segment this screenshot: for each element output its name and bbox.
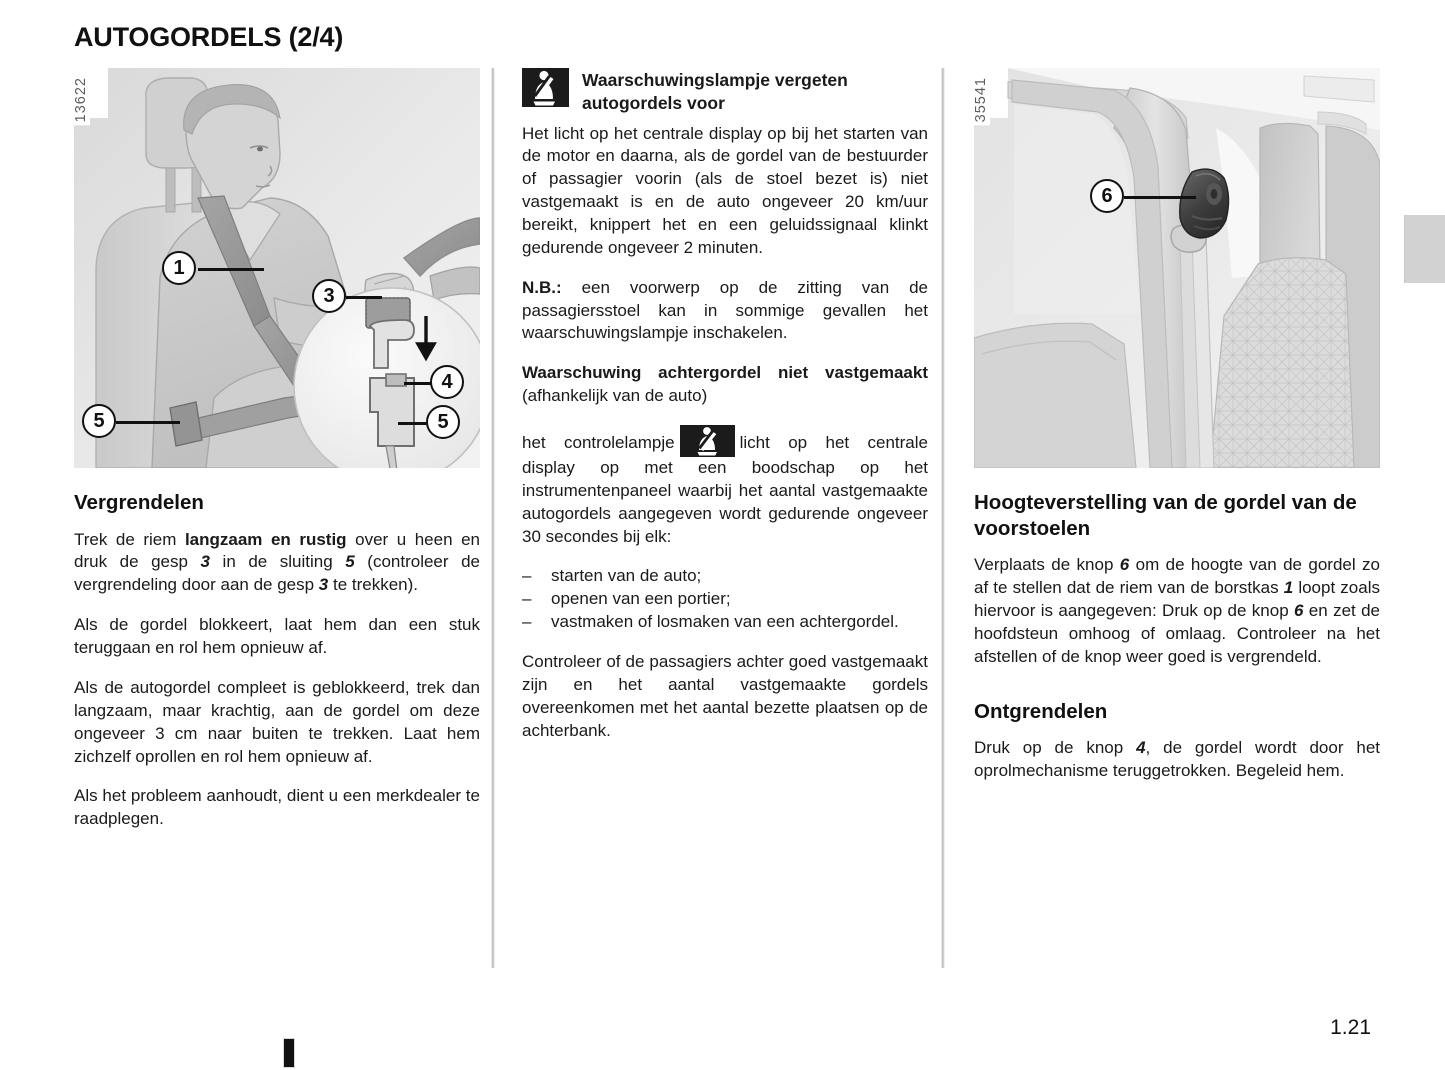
leader-line-5a [116,421,180,424]
middle-column [522,68,928,742]
part-ref-5: 5 [345,552,355,572]
paragraph-belt-blocked: Als de gordel blokkeert, laat hem dan een stuk teruggaan en rol hem opnieuw af. [74,615,480,658]
left-column [74,68,480,831]
paragraph-belt-fully-blocked: Als de autogordel compleet is geblokkeerd, trek dan langzaam, maar krachtig, aan de gordel om deze ongeveer 3 cm naar buiten te trekken. Laat hem zichzelf oprollen en rol hem opnieuw af. [74,677,480,766]
text-run: en zet de hoofdsteun omhoog of omlaag. Controleer na het afstellen of de knop weer goed is vergrendeld. [974,600,1380,666]
figure-belt-height-adjuster [974,68,1380,468]
text-run: het controlelampje [522,432,675,452]
subheading-bold-part: Waarschuwing achtergordel niet vastgemaakt [522,363,928,383]
text-run: Trek de riem [74,529,185,549]
warning-heading-text: Waarschuwingslampje vergeten autogordels voor [582,70,848,113]
seatbelt-warning-icon [522,68,569,107]
figure-code-right: 35541 [972,74,990,125]
leader-line-3 [346,296,382,299]
heading-hoogteverstelling: Hoogteverstelling van de gordel van de voorstoelen [974,491,1357,540]
list-item [522,565,928,588]
paragraph-height-adjustment [974,554,1380,668]
callout-6: 6 [1090,179,1124,213]
part-ref-6: 6 [1119,555,1130,575]
paragraph-unlocking [974,737,1380,783]
seatbelt-fastening-illustration [74,68,480,468]
warning-heading-block [522,68,928,115]
text-run: over u heen en druk de gesp [74,529,480,572]
text-run: licht op het centrale display op met een boodschap op het instrumentenpaneel waarbij het aantal vastgemaakte autogordels aangegeven wordt gedurende ongeveer 30 secondes bij elk: [522,432,928,546]
seatbelt-warning-glyph [522,68,569,107]
list-item-label: starten van de auto; [551,566,702,586]
callout-1: 1 [162,251,196,285]
text-run: om de hoogte van de gordel zo af te stellen dat de riem van de borstkas [974,555,1380,598]
callout-4: 4 [430,365,464,399]
text-run: Verplaats de knop [974,555,1120,575]
list-item [522,588,928,611]
leader-line-1 [198,268,264,271]
paragraph-contact-dealer: Als het probleem aanhoudt, dient u een merkdealer te raadplegen. [74,786,480,829]
part-ref-1: 1 [1283,578,1294,598]
paragraph-rear-belt-indicator [522,425,928,548]
text-run: loopt zoals hiervoor is aangegeven: Druk op de knop [974,578,1380,620]
heading-vergrendelen: Vergrendelen [74,491,204,514]
text-run: in de sluiting [209,552,346,572]
page-number: 1.21 [1330,1016,1371,1039]
figure-seatbelt-fastening [74,68,480,468]
trigger-conditions-list [522,565,928,634]
subheading-plain-part: (afhankelijk van de auto) [522,386,708,406]
callout-5b: 5 [426,405,460,439]
chapter-edge-tab [1404,215,1445,283]
nb-label: N.B.: [522,277,562,297]
part-ref-4: 4 [1136,738,1146,758]
text-run: Druk op de knop [974,738,1137,758]
page-title: AUTOGORDELS (2/4) [74,22,344,52]
text-run: , de gordel wordt door het oprolmechanisme teruggetrokken. Begeleid hem. [974,738,1381,781]
emphasis-slowly-smoothly: langzaam en rustig [184,529,347,549]
right-column [974,68,1380,783]
subheading-rear-belt-warning [522,362,928,408]
callout-3: 3 [312,279,346,313]
callout-5a: 5 [82,404,116,438]
column-divider-left [491,68,495,968]
heading-ontgrendelen: Ontgrendelen [974,699,1108,723]
print-registration-mark [283,1038,295,1068]
list-item [522,611,928,634]
dash-marker: – [522,612,532,632]
column-divider-right [941,68,945,968]
leader-line-5b [398,422,428,425]
dash-marker: – [522,589,532,609]
nb-text: een voorwerp op de zitting van de passagiersstoel kan in sommige gevallen het waarschuwingslampje inschakelen. [522,277,928,343]
text-run: te trekken). [328,575,419,595]
leader-line-4 [404,382,432,385]
belt-height-adjuster-illustration [974,68,1380,468]
paragraph-check-rear-passengers: Controleer of de passagiers achter goed vastgemaakt zijn en het aantal vastgemaakte gordels overeenkomen met het aantal bezette plaatsen op de achterbank. [522,651,928,740]
seatbelt-warning-icon-inline [680,425,735,457]
part-ref-3b: 3 [318,575,329,595]
seatbelt-warning-glyph-inline [680,425,735,457]
paragraph-nb-note [522,277,928,346]
dash-marker: – [522,566,532,586]
list-item-label: vastmaken of losmaken van een achtergordel. [551,612,899,632]
figure-code-left: 13622 [72,74,90,125]
part-ref-3: 3 [200,552,210,572]
paragraph-locking-instructions [74,529,480,598]
list-item-label: openen van een portier; [551,589,731,609]
part-ref-6b: 6 [1294,600,1304,620]
paragraph-front-belt-warning: Het licht op het centrale display op bij het starten van de motor en daarna, als de gordel van de bestuurder of passagier voorin (als de stoel bezet is) niet vastgemaakt is en de auto ongeveer 20 km/uur bereikt, knippert het en een geluidssignaal klinkt gedurende ongeveer 2 minuten. [522,123,928,257]
leader-line-6 [1124,196,1196,199]
text-run: (controleer de vergrendeling door aan de gesp [74,552,481,595]
